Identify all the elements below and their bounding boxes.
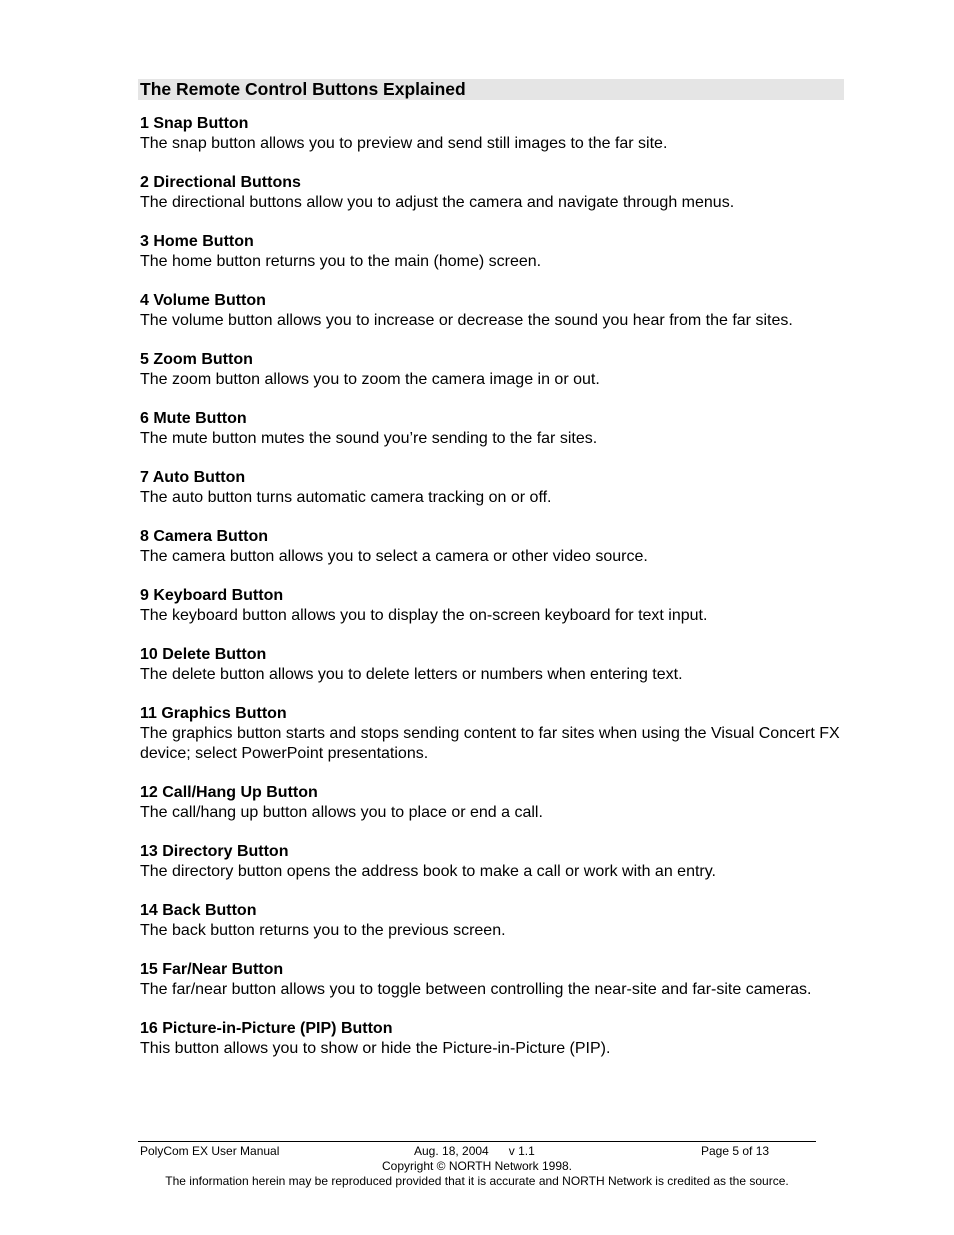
footer-page-number: Page 5 of 13 <box>701 1144 770 1158</box>
list-item <box>140 114 850 154</box>
item-title: 13 Directory Button <box>140 843 289 860</box>
footer-manual-title: PolyCom EX User Manual <box>140 1144 280 1158</box>
footer-info-row <box>138 1144 816 1159</box>
item-description: The back button returns you to the previous screen. <box>140 922 506 939</box>
item-description: The graphics button starts and stops sending content to far sites when using the Visual Concert FX device; select PowerPoint presentations. <box>140 725 840 762</box>
item-title: 15 Far/Near Button <box>140 961 284 978</box>
item-title: 5 Zoom Button <box>140 351 253 368</box>
list-item <box>140 291 850 331</box>
list-item <box>140 783 850 823</box>
list-item <box>140 1019 850 1059</box>
item-title: 9 Keyboard Button <box>140 587 284 604</box>
item-title: 10 Delete Button <box>140 646 267 663</box>
item-title: 16 Picture-in-Picture (PIP) Button <box>140 1020 393 1037</box>
item-description: The directional buttons allow you to adjust the camera and navigate through menus. <box>140 194 735 211</box>
item-title: 11 Graphics Button <box>140 705 287 722</box>
footer-notice: The information herein may be reproduced provided that it is accurate and NORTH Network is credited as the source. <box>165 1174 789 1188</box>
footer-copyright: Copyright © NORTH Network 1998. <box>381 1159 573 1173</box>
item-description: The zoom button allows you to zoom the camera image in or out. <box>140 371 600 388</box>
item-description: The mute button mutes the sound you’re sending to the far sites. <box>140 430 598 447</box>
item-description: The far/near button allows you to toggle between controlling the near-site and far-site cameras. <box>140 981 812 998</box>
page-footer <box>138 1141 816 1189</box>
button-list <box>140 114 850 1078</box>
list-item <box>140 901 850 941</box>
item-title: 8 Camera Button <box>140 528 269 545</box>
footer-divider <box>138 1141 816 1142</box>
item-description: This button allows you to show or hide the Picture-in-Picture (PIP). <box>140 1040 611 1057</box>
item-description: The volume button allows you to increase or decrease the sound you hear from the far sites. <box>140 312 793 329</box>
item-title: 7 Auto Button <box>140 469 246 486</box>
item-title: 2 Directional Buttons <box>140 174 301 191</box>
item-title: 3 Home Button <box>140 233 254 250</box>
item-description: The snap button allows you to preview and send still images to the far site. <box>140 135 668 152</box>
item-description: The directory button opens the address book to make a call or work with an entry. <box>140 863 716 880</box>
item-description: The home button returns you to the main (home) screen. <box>140 253 542 270</box>
item-description: The camera button allows you to select a camera or other video source. <box>140 548 648 565</box>
section-heading: The Remote Control Buttons Explained <box>140 79 466 99</box>
list-item <box>140 232 850 272</box>
footer-date-version: Aug. 18, 2004 v 1.1 <box>414 1144 535 1158</box>
item-description: The keyboard button allows you to display the on-screen keyboard for text input. <box>140 607 708 624</box>
list-item <box>140 350 850 390</box>
list-item <box>140 960 850 1000</box>
item-title: 6 Mute Button <box>140 410 247 427</box>
list-item <box>140 468 850 508</box>
item-description: The call/hang up button allows you to place or end a call. <box>140 804 543 821</box>
item-title: 1 Snap Button <box>140 115 249 132</box>
list-item <box>140 409 850 449</box>
item-title: 12 Call/Hang Up Button <box>140 784 318 801</box>
item-description: The delete button allows you to delete letters or numbers when entering text. <box>140 666 683 683</box>
list-item <box>140 586 850 626</box>
list-item <box>140 842 850 882</box>
list-item <box>140 527 850 567</box>
list-item <box>140 645 850 685</box>
item-title: 4 Volume Button <box>140 292 266 309</box>
list-item <box>140 173 850 213</box>
item-description: The auto button turns automatic camera tracking on or off. <box>140 489 552 506</box>
section-heading-bar <box>138 79 844 100</box>
list-item <box>140 704 850 764</box>
item-title: 14 Back Button <box>140 902 257 919</box>
